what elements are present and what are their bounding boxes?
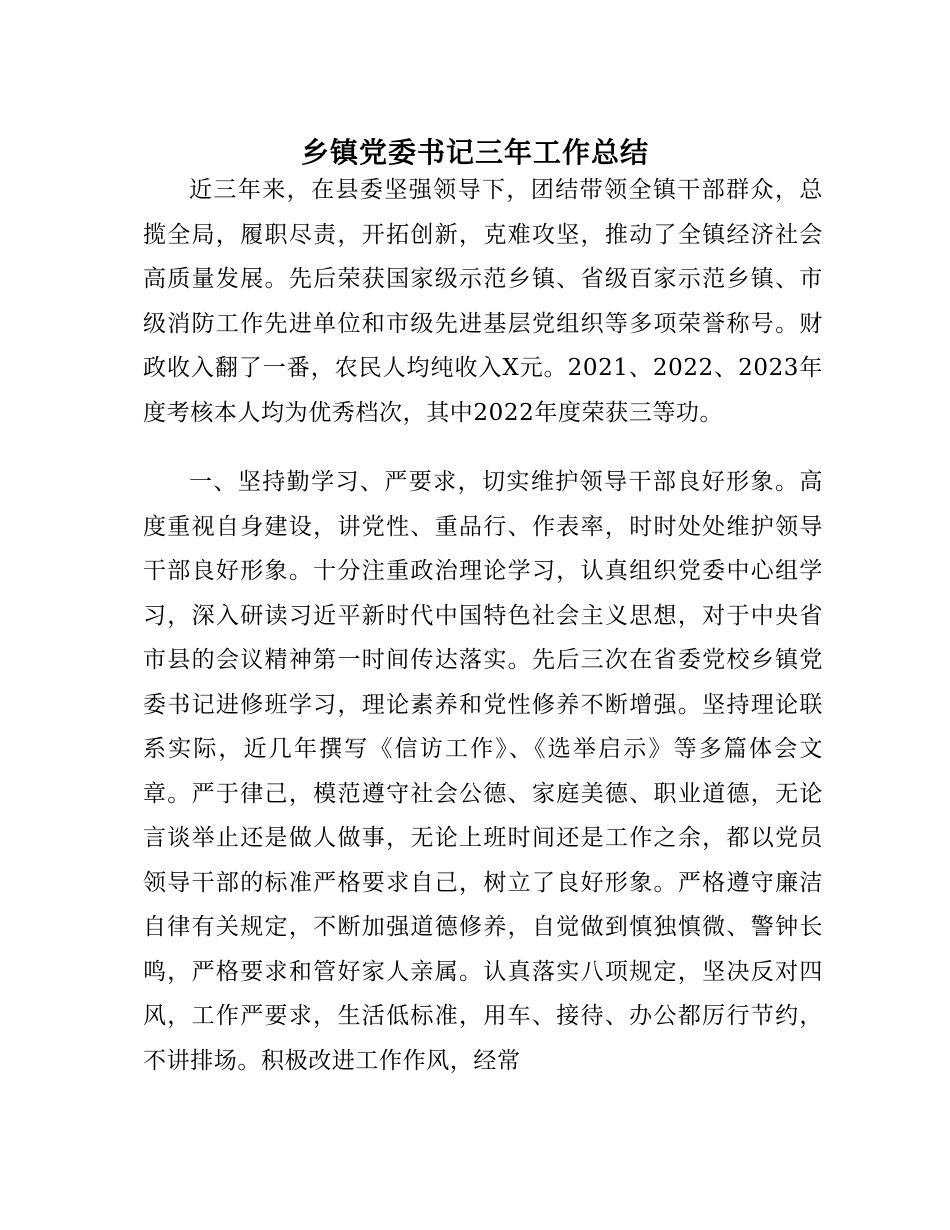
paragraph-section-one: 一、坚持勤学习、严要求，切实维护领导干部良好形象。高度重视自身建设，讲党性、重品行、作表率，时时处处维护领导干部良好形象。十分注重政治理论学习，认真组织党委中心组学习，深入研读习近平新时代中国特色社会主义思想，对于中央省市县的会议精神第一时间传达落实。先后三次在省委党校乡镇党委书记进修班学习，理论素养和党性修养不断增强。坚持理论联系实际，近几年撰写《信访工作》、《选举启示》等多篇体会文章。严于律己，模范遵守社会公德、家庭美德、职业道德，无论言谈举止还是做人做事，无论上班时间还是工作之余，都以党员领导干部的标准严格要求自己，树立了良好形象。严格遵守廉洁自律有关规定，不断加强道德修养，自觉做到慎独慎微、警钟长鸣，严格要求和管好家人亲属。认真落实八项规定，坚决反对四风，工作严要求，生活低标准，用车、接待、办公都厉行节约，不讲排场。积极改进工作作风，经常	[143, 469, 823, 1074]
paragraph-intro: 近三年来，在县委坚强领导下，团结带领全镇干部群众，总揽全局，履职尽责，开拓创新，克难攻坚，推动了全镇经济社会高质量发展。先后荣获国家级示范乡镇、省级百家示范乡镇、市级消防工作先进单位和市级先进基层党组织等多项荣誉称号。财政收入翻了一番，农民人均纯收入X元。2021、2022、2023年度考核本人均为优秀档次，其中2022年度荣获三等功。	[143, 177, 823, 426]
document-body	[143, 168, 823, 1083]
document-title: 乡镇党委书记三年工作总结	[300, 135, 649, 169]
